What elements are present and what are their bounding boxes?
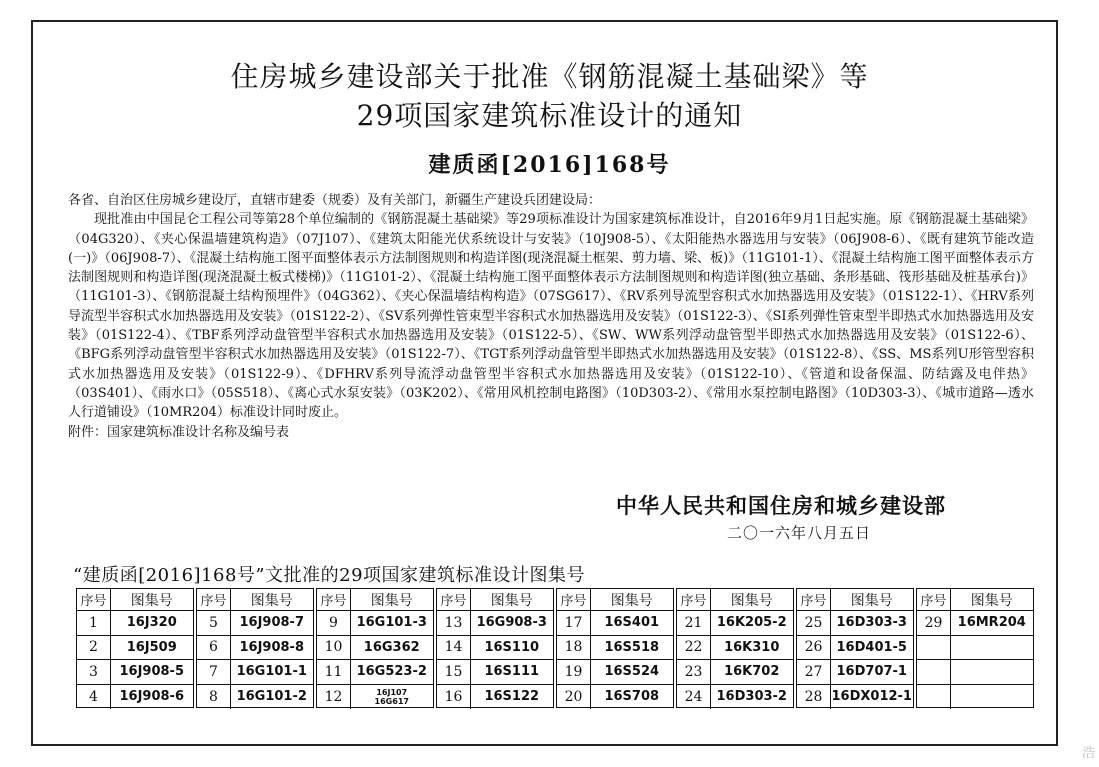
header-seq: 序号 <box>77 589 111 610</box>
seq-cell: 11 <box>317 660 351 684</box>
code-cell: 16J908-6 <box>119 689 184 705</box>
seq-cell: 12 <box>317 685 351 710</box>
seq-cell: 22 <box>677 636 711 660</box>
code-cell: 16J908-5 <box>119 664 184 680</box>
document-number: 建质函[2016]168号 <box>428 152 671 178</box>
code-cell: 16G362 <box>363 639 420 655</box>
header-code: 图集号 <box>730 592 773 609</box>
table-row <box>317 636 433 661</box>
code-cell: 16S111 <box>484 664 540 680</box>
notice-paragraph: 现批准由中国昆仑工程公司等第28个单位编制的《钢筋混凝土基础梁》等29项标准设计为国家建筑标准设计，自2016年9月1日起实施。原《钢筋混凝土基础梁》（04G320）、《夹心保温墙建筑构造》（07J107）、《建筑太阳能光伏系统设计与安装》（10J908-5）、《太阳能热水器选用与安装》（06J908-6）、《既有建筑节能改造(一)》（06J908-7）、《混凝土结构施工图平面整体表示方法制图规则和构造详图(现浇混凝土框架、剪力墙、梁、板)》（11G101-1）、《混凝土结构施工图平面整体表示方法制图规则和构造详图(现浇混凝土板式楼梯)》（11G101-2）、《混凝土结构施工图平面整体表示方法制图规则和构造详图(独立基础、条形基础、筏形基础及桩基承台)》（11G101-3）、《钢筋混凝土结构预埋件》（04G362）、《夹心保温墙结构构造》（07SG617）、《RV系列导流型容积式水加热器选用及安装》（01S122-1）、《HRV系列导流型半容积式水加热器选用及安装》（01S122-2）、《SV系列弹性管束型半容积式水加热器选用及安装》（01S122-3）、《SI系列弹性管束型半即热式水加热器选用及安装》（01S122-4）、《TBF系列浮动盘管型半容积式水加热器选用及安装》（01S122-5）、《SW、WW系列浮动盘管型半即热式水加热器选用及安装》（01S122-6）、《BFG系列浮动盘管型半容积式水加热器选用及安装》（01S122-7）、《TGT系列浮动盘管型半即热式水加热器选用及安装》（01S122-8）、《SS、MS系列U形管型容积式水加热器选用及安装》（01S122-9）、《DFHRV系列导流浮动盘管型半容积式水加热器选用及安装》（01S122-10）、《管道和设备保温、防结露及电伴热》（03S401）、《雨水口》（05S518）、《离心式水泵安装》（03K202）、《常用风机控制电路图》（10D303-2）、《常用水泵控制电路图》（10D303-3）、《城市道路—透水人行道铺设》（10MR204）标准设计同时废止。 <box>68 212 1034 421</box>
code-cell: 16D401-5 <box>836 639 907 655</box>
code-cell: 16D303-3 <box>836 615 907 631</box>
table-row <box>557 660 673 685</box>
table-row <box>797 611 913 636</box>
seq-cell: 21 <box>677 611 711 635</box>
watermark: 浩 <box>1081 746 1095 761</box>
table-caption: “建质函[2016]168号”文批准的29项国家建筑标准设计图集号 <box>73 565 586 586</box>
header-seq: 序号 <box>917 589 951 610</box>
table-row <box>77 685 193 710</box>
table-row <box>77 611 193 636</box>
header-seq: 序号 <box>197 589 231 610</box>
table-row <box>557 636 673 661</box>
code-cell: 16G908-3 <box>476 615 547 631</box>
code-cell: 16G101-3 <box>356 615 427 631</box>
notice-title-line2: 29项国家建筑标准设计的通知 <box>356 99 743 132</box>
code-cell: 16G101-1 <box>236 664 307 680</box>
code-cell: 16DX012-1 <box>831 689 912 705</box>
code-cell: 16J908-7 <box>239 615 304 631</box>
code-cell: 16D707-1 <box>836 664 907 680</box>
table-column-block <box>196 588 314 708</box>
table-row <box>317 685 433 710</box>
seq-cell: 26 <box>797 636 831 660</box>
table-row <box>797 636 913 661</box>
code-cell-line: 16J107 <box>376 687 408 697</box>
header-seq: 序号 <box>557 589 591 610</box>
table-row <box>197 660 313 685</box>
table-row <box>677 636 793 661</box>
seq-cell: 14 <box>437 636 471 660</box>
issuer-name: 中华人民共和国住房和城乡建设部 <box>616 494 946 518</box>
seq-cell: 25 <box>797 611 831 635</box>
table-header-row <box>917 589 1033 611</box>
seq-cell: 17 <box>557 611 591 635</box>
table-row <box>437 611 553 636</box>
atlas-number-table <box>76 588 1038 708</box>
table-row <box>557 611 673 636</box>
table-row <box>797 660 913 685</box>
table-column-block <box>916 588 1034 708</box>
seq-cell: 5 <box>197 611 231 635</box>
table-column-block <box>436 588 554 708</box>
table-row <box>677 660 793 685</box>
table-row <box>437 660 553 685</box>
header-seq: 序号 <box>317 589 351 610</box>
table-row <box>797 685 913 710</box>
seq-cell: 1 <box>77 611 111 635</box>
table-column-block <box>556 588 674 708</box>
table-header-row <box>437 589 553 611</box>
header-code: 图集号 <box>490 592 533 609</box>
salutation: 各省、自治区住房城乡建设厅，直辖市建委（规委）及有关部门，新疆生产建设兵团建设局： <box>68 193 602 208</box>
seq-cell: 23 <box>677 660 711 684</box>
seq-cell: 6 <box>197 636 231 660</box>
table-header-row <box>77 589 193 611</box>
attachment-line: 附件：国家建筑标准设计名称及编号表 <box>68 424 290 440</box>
table-row <box>917 660 1033 685</box>
seq-cell <box>917 685 951 710</box>
table-row <box>317 611 433 636</box>
table-header-row <box>797 589 913 611</box>
seq-cell: 29 <box>917 611 951 635</box>
seq-cell: 3 <box>77 660 111 684</box>
table-header-row <box>197 589 313 611</box>
code-cell: 16G523-2 <box>356 664 427 680</box>
table-row <box>917 636 1033 661</box>
code-cell: 16G101-2 <box>236 689 307 705</box>
seq-cell: 18 <box>557 636 591 660</box>
code-cell: 16J320 <box>126 615 177 631</box>
code-cell: 16S524 <box>604 664 660 680</box>
issue-date: 二〇一六年八月五日 <box>727 524 872 542</box>
code-cell <box>951 660 1033 684</box>
code-cell <box>351 685 433 710</box>
code-cell-line: 16G617 <box>374 696 409 706</box>
table-row <box>197 685 313 710</box>
seq-cell: 15 <box>437 660 471 684</box>
header-code: 图集号 <box>370 592 413 609</box>
code-cell: 16J908-8 <box>239 639 304 655</box>
code-cell: 16S110 <box>484 639 540 655</box>
seq-cell: 20 <box>557 685 591 710</box>
header-seq: 序号 <box>677 589 711 610</box>
notice-title-line1: 住房城乡建设部关于批准《钢筋混凝土基础梁》等 <box>230 60 869 93</box>
seq-cell: 8 <box>197 685 231 710</box>
header-code: 图集号 <box>610 592 653 609</box>
seq-cell: 10 <box>317 636 351 660</box>
table-header-row <box>557 589 673 611</box>
header-code: 图集号 <box>250 592 293 609</box>
code-cell: 16S122 <box>484 689 540 705</box>
table-row <box>677 611 793 636</box>
code-cell: 16K205-2 <box>716 615 787 631</box>
seq-cell: 19 <box>557 660 591 684</box>
header-seq: 序号 <box>797 589 831 610</box>
code-cell: 16K310 <box>724 639 780 655</box>
seq-cell: 13 <box>437 611 471 635</box>
seq-cell <box>917 636 951 660</box>
table-row <box>77 636 193 661</box>
seq-cell: 27 <box>797 660 831 684</box>
table-row <box>917 685 1033 710</box>
code-cell <box>951 636 1033 660</box>
seq-cell: 2 <box>77 636 111 660</box>
table-row <box>437 685 553 710</box>
code-cell: 16S708 <box>604 689 660 705</box>
code-cell: 16J509 <box>126 639 177 655</box>
code-cell: 16K702 <box>724 664 780 680</box>
header-code: 图集号 <box>850 592 893 609</box>
header-code: 图集号 <box>970 592 1013 609</box>
code-cell: 16S401 <box>604 615 660 631</box>
code-cell <box>951 685 1033 710</box>
seq-cell: 9 <box>317 611 351 635</box>
table-column-block <box>76 588 194 708</box>
seq-cell: 7 <box>197 660 231 684</box>
table-row <box>317 660 433 685</box>
table-row <box>77 660 193 685</box>
code-cell: 16D303-2 <box>716 689 787 705</box>
table-row <box>917 611 1033 636</box>
table-row <box>197 636 313 661</box>
seq-cell: 28 <box>797 685 831 710</box>
notice-body <box>68 191 1034 442</box>
seq-cell: 16 <box>437 685 471 710</box>
seq-cell: 24 <box>677 685 711 710</box>
table-header-row <box>317 589 433 611</box>
table-row <box>197 611 313 636</box>
seq-cell <box>917 660 951 684</box>
code-cell: 16S518 <box>604 639 660 655</box>
header-code: 图集号 <box>130 592 173 609</box>
table-row <box>437 636 553 661</box>
table-row <box>557 685 673 710</box>
header-seq: 序号 <box>437 589 471 610</box>
table-column-block <box>676 588 794 708</box>
table-column-block <box>316 588 434 708</box>
seq-cell: 4 <box>77 685 111 710</box>
code-cell: 16MR204 <box>957 615 1026 631</box>
table-column-block <box>796 588 914 708</box>
table-row <box>677 685 793 710</box>
table-header-row <box>677 589 793 611</box>
